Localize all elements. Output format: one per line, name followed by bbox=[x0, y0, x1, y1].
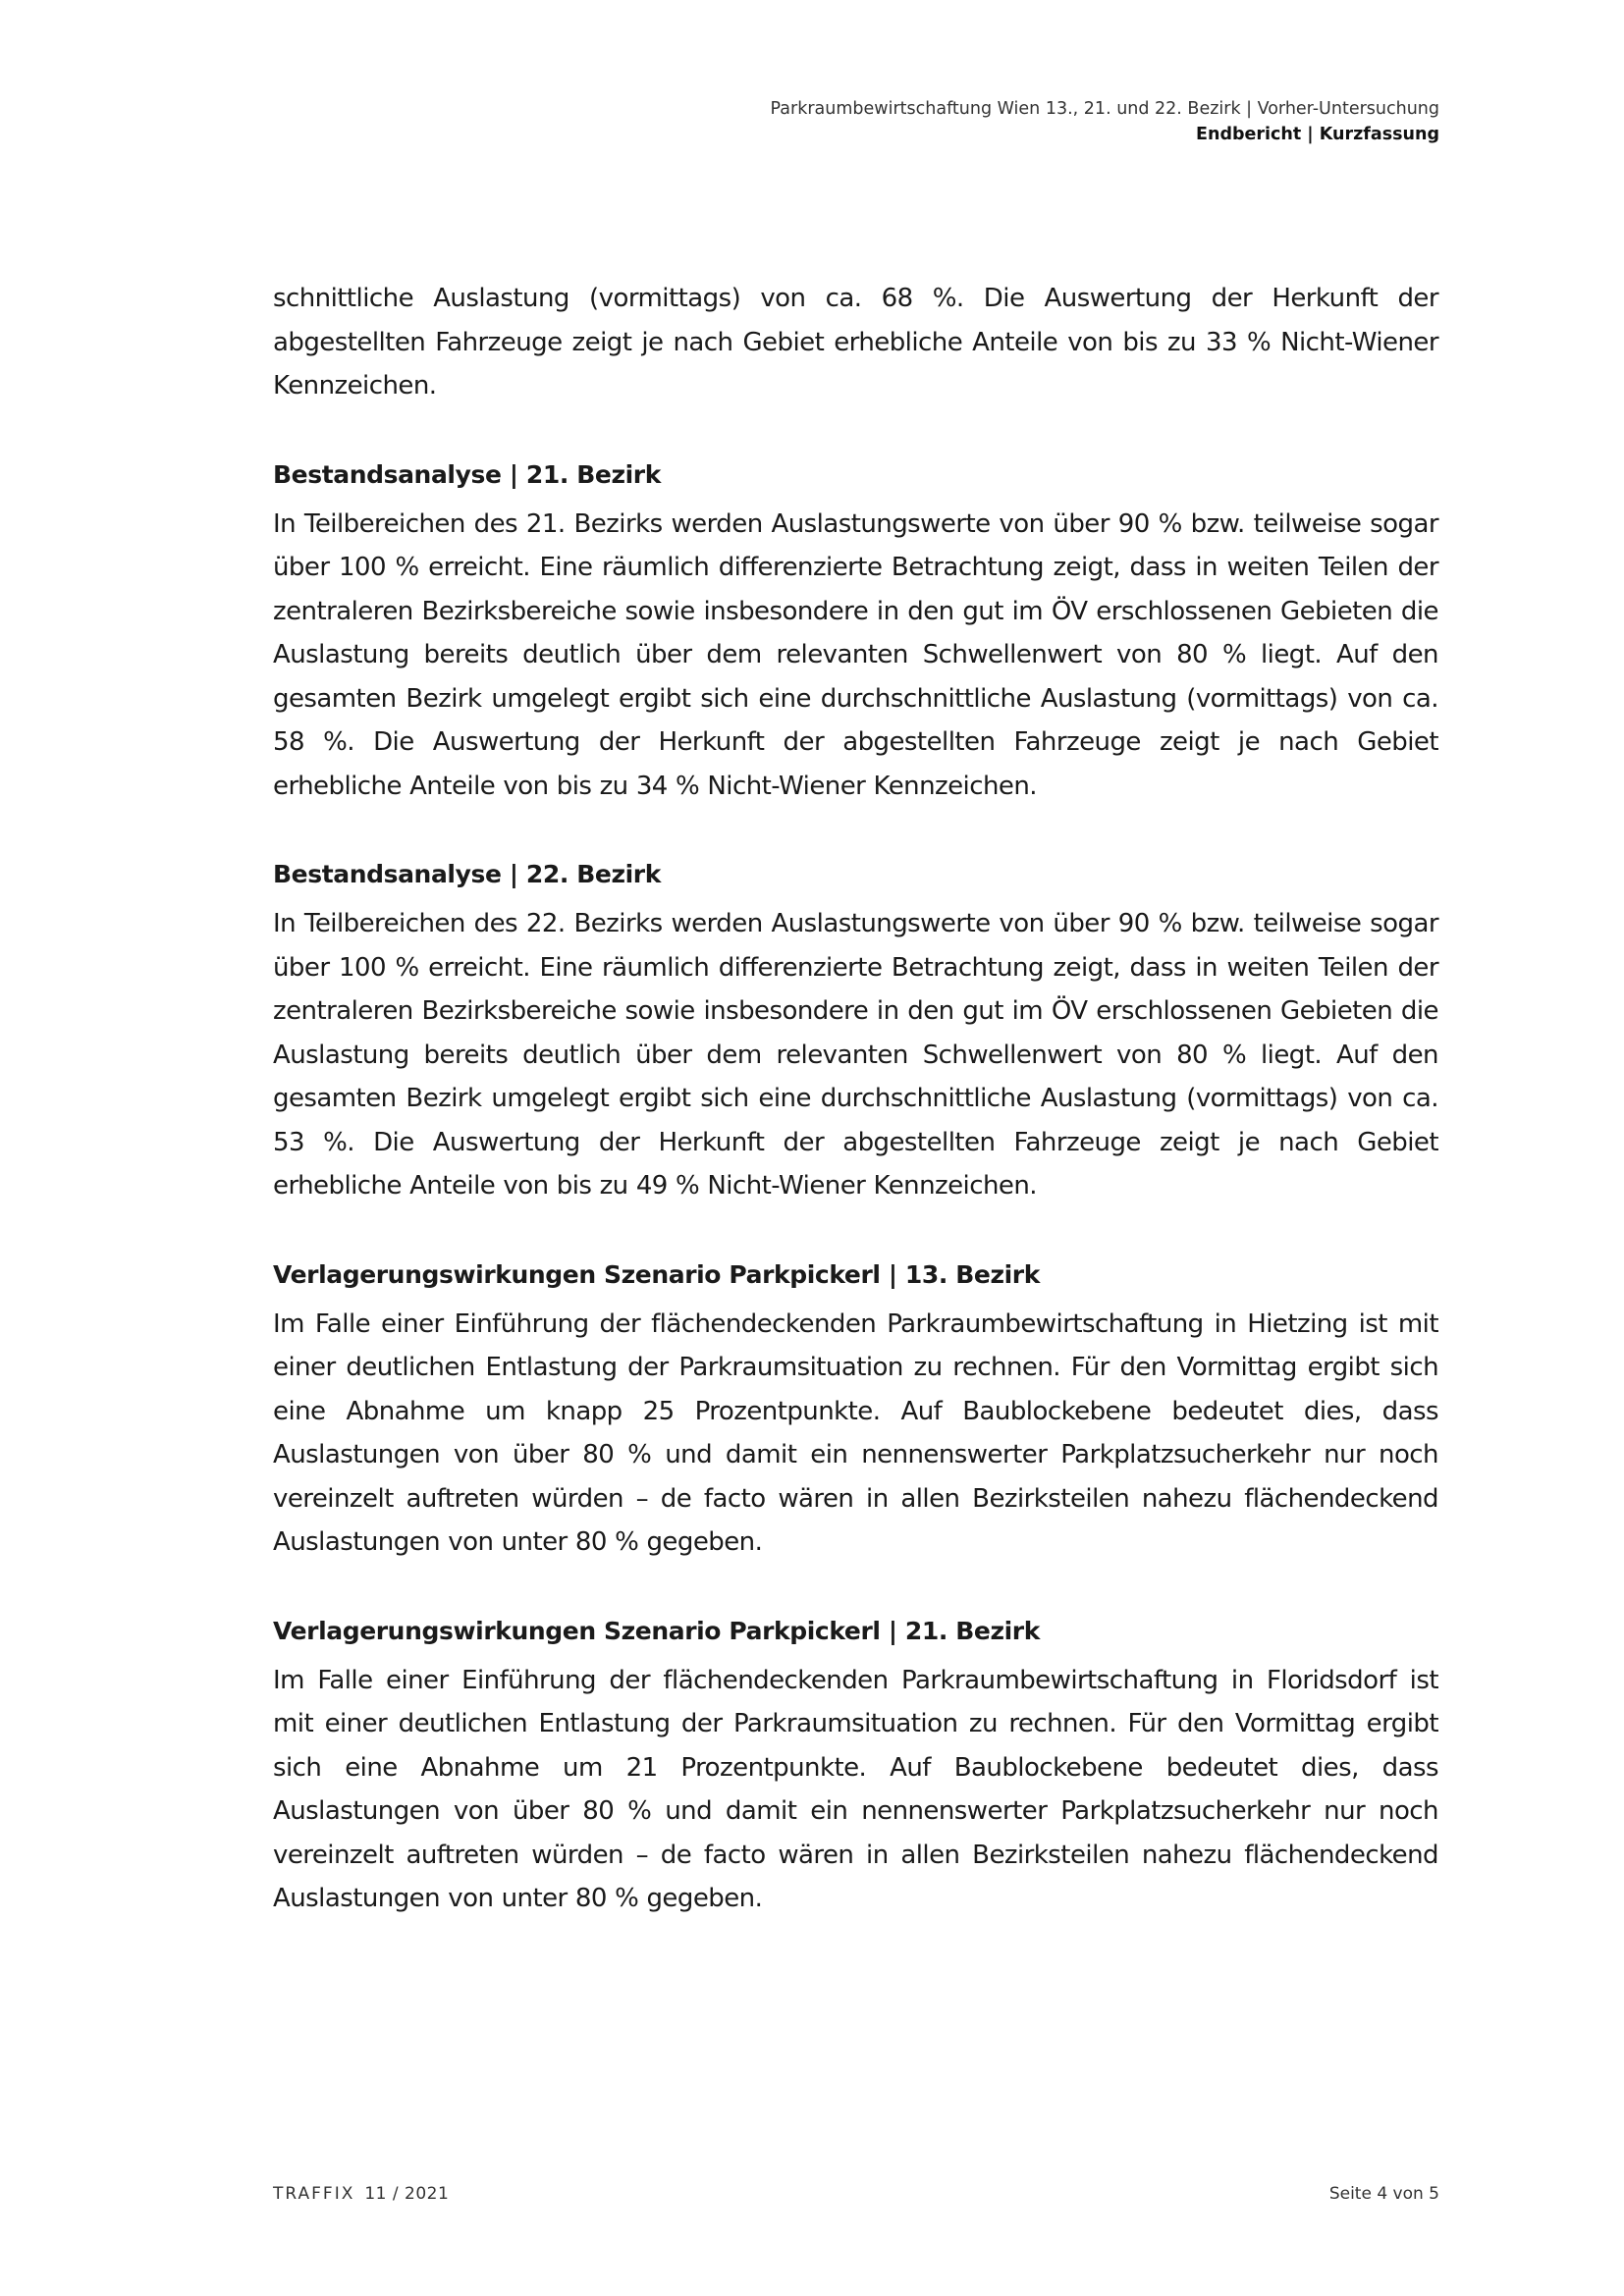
section-bestandsanalyse-22 bbox=[273, 853, 1438, 1208]
footer-page-number: Seite 4 von 5 bbox=[1328, 2184, 1439, 2204]
section-heading: Bestandsanalyse | 21. Bezirk bbox=[273, 459, 661, 489]
header-title: Parkraumbewirtschaftung Wien 13., 21. und 22. Bezirk | Vorher-Untersuchung bbox=[770, 99, 1439, 119]
section-paragraph: Im Falle einer Einführung der flächendeckenden Parkraumbewirtschaftung in Floridsdorf ist mit einer deutlichen Entlastung der Parkraumsituation zu rechnen. Für den Vormittag ergibt sich eine Abnahme um 21 Prozentpunkte. Auf Baublockebene bedeutet dies, dass Auslastungen von über 80 % und damit ein nennenswerter Parkplatzsucherkehr nur noch vereinzelt auftreten würden – de facto wären in allen Bezirksteilen nahezu flächendeckend Auslastungen von unter 80 % gegeben. bbox=[273, 1665, 1438, 1913]
intro-paragraph: schnittliche Auslastung (vormittags) von ca. 68 %. Die Auswertung der Herkunft der abgestellten Fahrzeuge zeigt je nach Gebiet erhebliche Anteile von bis zu 33 % Nicht-Wiener Kennzeichen. bbox=[273, 284, 1438, 400]
section-bestandsanalyse-21 bbox=[273, 454, 1438, 809]
page-header bbox=[771, 96, 1439, 147]
header-subtitle: Endbericht | Kurzfassung bbox=[1196, 125, 1439, 144]
section-paragraph: In Teilbereichen des 22. Bezirks werden Auslastungswerte von über 90 % bzw. teilweise sogar über 100 % erreicht. Eine räumlich differenzierte Betrachtung zeigt, dass in weiten Teilen der zentraleren Bezirksbereiche sowie insbesondere in den gut im ÖV erschlossenen Gebieten die Auslastung bereits deutlich über dem relevanten Schwellenwert von 80 % liegt. Auf den gesamten Bezirk umgelegt ergibt sich eine durchschnittliche Auslastung (vormittags) von ca. 53 %. Die Auswertung der Herkunft der abgestellten Fahrzeuge zeigt je nach Gebiet erhebliche Anteile von bis zu 49 % Nicht-Wiener Kennzeichen. bbox=[273, 909, 1438, 1201]
section-heading: Bestandsanalyse | 22. Bezirk bbox=[273, 860, 661, 888]
footer-date: 11 / 2021 bbox=[364, 2184, 450, 2204]
section-paragraph: In Teilbereichen des 21. Bezirks werden Auslastungswerte von über 90 % bzw. teilweise sogar über 100 % erreicht. Eine räumlich differenzierte Betrachtung zeigt, dass in weiten Teilen der zentraleren Bezirksbereiche sowie insbesondere in den gut im ÖV erschlossenen Gebieten die Auslastung bereits deutlich über dem relevanten Schwellenwert von 80 % liegt. Auf den gesamten Bezirk umgelegt ergibt sich eine durchschnittliche Auslastung (vormittags) von ca. 58 %. Die Auswertung der Herkunft der abgestellten Fahrzeuge zeigt je nach Gebiet erhebliche Anteile von bis zu 34 % Nicht-Wiener Kennzeichen. bbox=[273, 508, 1438, 801]
section-verlagerung-13 bbox=[273, 1254, 1438, 1565]
section-heading: Verlagerungswirkungen Szenario Parkpickerl | 13. Bezirk bbox=[273, 1259, 1040, 1289]
section-verlagerung-21 bbox=[273, 1610, 1438, 1921]
main-content bbox=[273, 277, 1438, 1921]
footer-company: TRAFFIX bbox=[273, 2184, 355, 2204]
section-heading: Verlagerungswirkungen Szenario Parkpickerl | 21. Bezirk bbox=[273, 1616, 1040, 1645]
section-paragraph: Im Falle einer Einführung der flächendeckenden Parkraumbewirtschaftung in Hietzing ist mit einer deutlichen Entlastung der Parkraumsituation zu rechnen. Für den Vormittag ergibt sich eine Abnahme um knapp 25 Prozentpunkte. Auf Baublockebene bedeutet dies, dass Auslastungen von über 80 % und damit ein nennenswerter Parkplatzsucherkehr nur noch vereinzelt auftreten würden – de facto wären in allen Bezirksteilen nahezu flächendeckend Auslastungen von unter 80 % gegeben. bbox=[273, 1308, 1438, 1557]
footer-left bbox=[273, 2184, 449, 2204]
